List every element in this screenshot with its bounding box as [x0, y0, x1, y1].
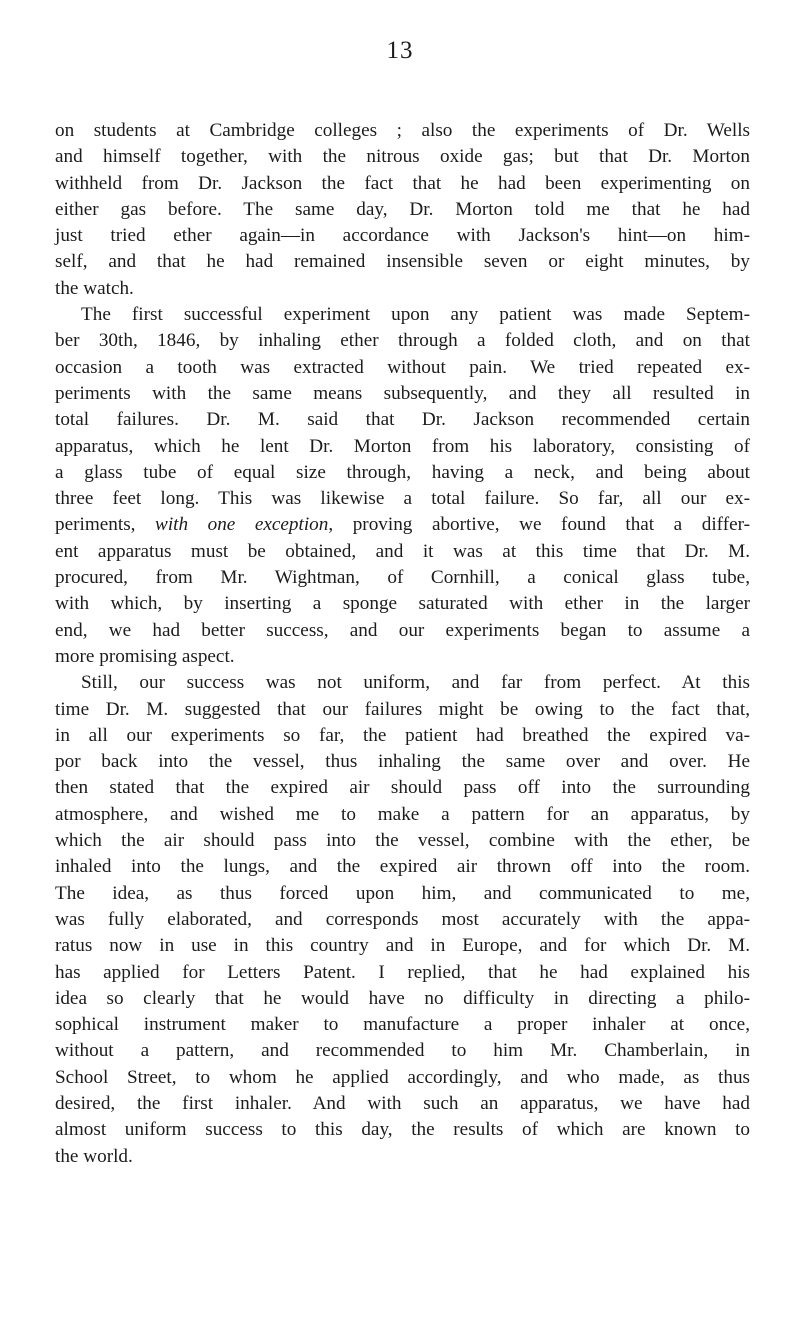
- text-line: [55, 670, 750, 696]
- text-segment: and himself together, with the nitrous oxide gas; but that Dr. Morton: [55, 146, 750, 168]
- text-segment: on students at Cambridge colleges ; also the experiments of Dr. Wells: [55, 120, 750, 141]
- text-segment: The first successful experiment upon any patient was made Septem-: [81, 304, 750, 326]
- text-segment: ratus now in use in this country and in Europe, and for which Dr. M.: [55, 935, 750, 957]
- text-line: [55, 644, 750, 670]
- text-line: [55, 1012, 750, 1038]
- text-segment: desired, the first inhaler. And with such an apparatus, we have had: [55, 1092, 750, 1114]
- text-line: [55, 1065, 750, 1091]
- text-segment: Still, our success was not uniform, and far from perfect. At this: [81, 672, 750, 694]
- text-segment: The idea, as thus forced upon him, and communicated to me,: [55, 882, 750, 904]
- text-segment: either gas before. The same day, Dr. Morton told me that he had: [55, 198, 750, 220]
- text-segment: a glass tube of equal size through, having a neck, and being about: [55, 461, 750, 483]
- text-line: [55, 960, 750, 986]
- text-segment: just tried ether again—in accordance with Jackson's hint—on him-: [55, 225, 750, 247]
- text-segment: ber 30th, 1846, by inhaling ether through a folded cloth, and on that: [55, 330, 750, 352]
- text-segment: idea so clearly that he would have no difficulty in directing a philo-: [55, 987, 750, 1009]
- text-line: [55, 249, 750, 275]
- text-line: [55, 697, 750, 723]
- text-segment: procured, from Mr. Wightman, of Cornhill, a conical glass tube,: [55, 567, 750, 589]
- text-line: [55, 565, 750, 591]
- text-line: [55, 802, 750, 828]
- text-segment: School Street, to whom he applied accordingly, and who made, as thus: [55, 1066, 750, 1088]
- text-segment: has applied for Letters Patent. I replied, that he had explained his: [55, 961, 750, 983]
- text-segment: then stated that the expired air should pass off into the surrounding: [55, 777, 750, 799]
- text-segment: self, and that he had remained insensible seven or eight minutes, by: [55, 251, 750, 273]
- text-line: [55, 407, 750, 433]
- text-line: [55, 512, 750, 538]
- text-line: [55, 591, 750, 617]
- text-line: [55, 986, 750, 1012]
- text-line: [55, 854, 750, 880]
- text-segment: por back into the vessel, thus inhaling the same over and over. He: [55, 751, 750, 773]
- text-line: [55, 355, 750, 381]
- text-segment: total failures. Dr. M. said that Dr. Jackson recommended certain: [55, 409, 750, 431]
- text-segment: periments with the same means subsequently, and they all resulted in: [55, 382, 750, 404]
- text-segment: the watch.: [55, 277, 134, 299]
- text-segment: three feet long. This was likewise a total failure. So far, all our ex-: [55, 488, 750, 510]
- text-segment: withheld from Dr. Jackson the fact that he had been experimenting on: [55, 172, 750, 194]
- text-line: [55, 618, 750, 644]
- text-line: [55, 1117, 750, 1143]
- text-line: [55, 907, 750, 933]
- text-segment: time Dr. M. suggested that our failures might be owing to the fact that,: [55, 698, 750, 720]
- text-segment: more promising aspect.: [55, 645, 235, 667]
- text-line: [55, 197, 750, 223]
- text-segment: with which, by inserting a sponge saturated with ether in the larger: [55, 593, 750, 615]
- text-segment: end, we had better success, and our experiments began to assume a: [55, 619, 750, 641]
- text-line: [55, 1144, 750, 1170]
- text-line: [55, 381, 750, 407]
- text-segment: inhaled into the lungs, and the expired air thrown off into the room.: [55, 856, 750, 878]
- text-segment: almost uniform success to this day, the results of which are known to: [55, 1119, 750, 1141]
- text-segment: which the air should pass into the vessel, combine with the ether, be: [55, 830, 750, 852]
- body-text: [55, 118, 750, 1170]
- text-segment: atmosphere, and wished me to make a pattern for an apparatus, by: [55, 803, 750, 825]
- text-line: [55, 539, 750, 565]
- text-line: [55, 486, 750, 512]
- text-line: [55, 144, 750, 170]
- text-segment: periments,: [55, 514, 156, 536]
- text-segment: ent apparatus must be obtained, and it was at this time that Dr. M.: [55, 540, 750, 562]
- text-line: [55, 749, 750, 775]
- text-line: [55, 171, 750, 197]
- text-segment: was fully elaborated, and corresponds most accurately with the appa-: [55, 908, 750, 930]
- text-line: [55, 460, 750, 486]
- text-line: [55, 881, 750, 907]
- page-number: 13: [386, 37, 414, 64]
- text-segment: apparatus, which he lent Dr. Morton from his laboratory, consisting of: [55, 435, 750, 457]
- text-line: [55, 118, 750, 144]
- text-line: [55, 276, 750, 302]
- text-segment: sophical instrument maker to manufacture a proper inhaler at once,: [55, 1014, 750, 1036]
- text-segment: in all our experiments so far, the patient had breathed the expired va-: [55, 724, 750, 746]
- text-line: [55, 1091, 750, 1117]
- text-line: [55, 1038, 750, 1064]
- text-line: [55, 328, 750, 354]
- text-line: [55, 223, 750, 249]
- text-line: [55, 775, 750, 801]
- text-line: [55, 828, 750, 854]
- italic-phrase: with one exception: [155, 514, 329, 536]
- text-segment: , proving abortive, we found that a differ-: [328, 514, 751, 536]
- text-segment: without a pattern, and recommended to him Mr. Chamberlain, in: [55, 1040, 750, 1062]
- text-line: [55, 933, 750, 959]
- text-segment: the world.: [55, 1145, 133, 1167]
- text-line: [55, 723, 750, 749]
- text-line: [55, 302, 750, 328]
- text-segment: occasion a tooth was extracted without pain. We tried repeated ex-: [55, 356, 750, 378]
- text-line: [55, 434, 750, 460]
